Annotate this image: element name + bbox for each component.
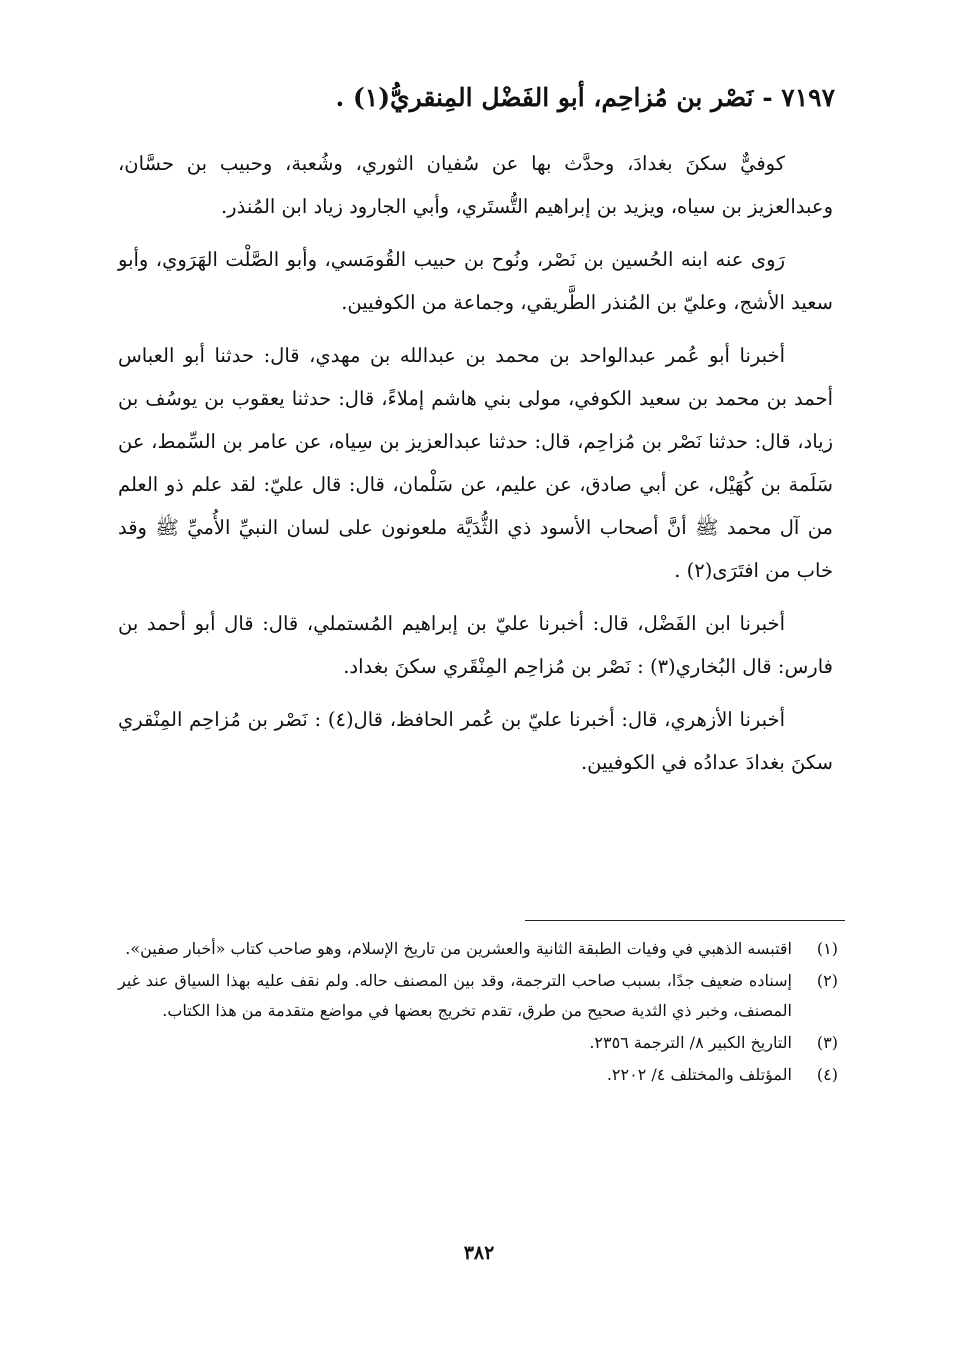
main-text: [118, 142, 833, 794]
paragraph-azhari: أخبرنا الأزهري، قال: أخبرنا عليّ بن عُمر الحافظ، قال(٤) : نَصْر بن مُزاحِم المِنْقري سكنَ بغدادَ عدادُه في الكوفيين.: [118, 708, 833, 774]
footnote-number: (٣): [816, 1033, 838, 1052]
footnote-3: [118, 1028, 838, 1058]
footnote-number: (٢): [816, 971, 838, 990]
footnote-number: (٤): [816, 1065, 838, 1084]
footnote-text: المؤتلف والمختلف ٤/ ٢٢٠٢.: [606, 1065, 792, 1084]
paragraph-hadith: أخبرنا أبو عُمر عبدالواحد بن محمد بن عبدالله بن مهدي، قال: حدثنا أبو العباس أحمد بن محمد بن سعيد الكوفي، مولى بني هاشم إملاءً، قال: حدثنا يعقوب بن يوسُف بن زياد، قال: حدثنا نَصْر بن مُزاحِم، قال: حدثنا عبدالعزيز بن سِياه، عن عامر بن السِّمط، عن سَلَمة بن كُهَيْل، عن أبي صادق، عن عليم، عن سَلْمان، قال: قال عليّ: لقد علم ذو العلم من آل محمد ﷺ أنَّ أصحاب الأسود ذي الثُّدَيَّة ملعونون على لسان النبيِّ الأُميِّ ﷺ وقد خاب من افتَرَى(٢) .: [118, 344, 833, 582]
footnote-separator: [525, 920, 845, 921]
page-number: ٣٨٢: [463, 1242, 495, 1264]
footnote-2: [118, 966, 838, 1026]
footnote-number: (١): [816, 939, 838, 958]
footnotes: [118, 934, 838, 1092]
footnote-text: اقتبسه الذهبي في وفيات الطبقة الثانية والعشرين من تاريخ الإسلام، وهو صاحب كتاب «أخبار صفين».: [125, 939, 792, 958]
paragraph-narrators: رَوى عنه ابنه الحُسين بن نَصْر، ونُوح بن حبيب القُومَسي، وأبو الصَّلْت الهَرَوي، وأبو سعيد الأشج، وعليّ بن المُنذر الطَّريقي، وجماعة من الكوفيين.: [118, 248, 833, 314]
footnote-4: [118, 1060, 838, 1090]
paragraph-bukhari: أخبرنا ابن الفَضْل، قال: أخبرنا عليّ بن إبراهيم المُستملي، قال: قال أبو أحمد بن فارس: قال البُخاري(٣) : نَصْر بن مُزاحِم المِنْقَري سكنَ بغداد.: [118, 612, 833, 678]
footnote-text: إسناده ضعيف جدًا، بسبب صاحب الترجمة، وقد بين المصنف حاله. ولم نقف عليه بهذا السياق عند غير المصنف، وخبر ذي الثدية صحيح من طرق، تقدم تخريج بعضها في مواضع متقدمة من هذا الكتاب.: [118, 971, 792, 1020]
footnote-1: [118, 934, 838, 964]
paragraph-biography: كوفيٌّ سكنَ بغدادَ، وحدَّث بها عن سُفيان الثوري، وشُعبة، وحبيب بن حسَّان، وعبدالعزيز بن سياه، ويزيد بن إبراهيم التُّستَري، وأبي الجارود زياد ابن المُنذر.: [118, 152, 833, 218]
footnote-text: التاريخ الكبير ٨/ الترجمة ٢٣٥٦.: [589, 1033, 792, 1052]
entry-title: ٧١٩٧ - نَصْر بن مُزاحِم، أبو الفَضْل المِنقريُّ(١) .: [335, 83, 835, 112]
